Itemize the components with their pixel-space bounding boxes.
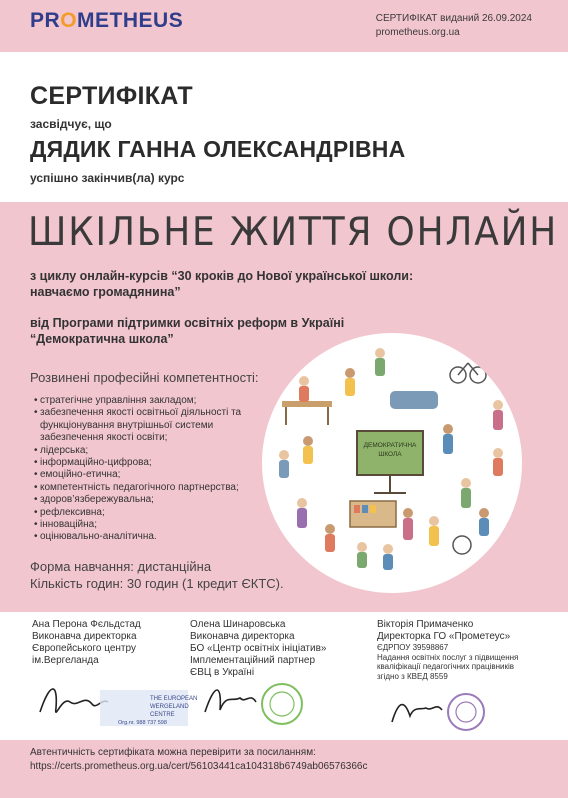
list-item: • здоров’язбережувальна; (34, 494, 244, 506)
completed-text: успішно закінчив(ла) курс (30, 171, 185, 185)
verify-text: Автентичність сертифіката можна перевірити за посиланням: (30, 747, 316, 758)
list-item: • забезпечення якості освітньої діяльності та функціонування внутрішньої системи забезпечення якості освіти; (34, 407, 244, 444)
site-url: prometheus.org.ua (375, 27, 460, 38)
issue-date: СЕРТИФІКАТ виданий 26.09.2024 (375, 13, 532, 24)
signature-3 (392, 705, 442, 722)
list-item: • лідерська; (34, 445, 244, 457)
course-cycle: з циклу онлайн-курсів “30 кроків до Нової української школи: навчаємо громадянина” (30, 269, 414, 299)
list-item: • інформаційно-цифрова; (34, 457, 244, 469)
issue-info (376, 12, 532, 40)
course-title: ШКІЛЬНЕ ЖИТТЯ ОНЛАЙН (28, 210, 559, 255)
signatures-stamps (0, 612, 568, 740)
program-name: від Програми підтримки освітніх реформ в Україні “Демократична школа” (30, 316, 345, 346)
prometheus-stamp (448, 694, 484, 730)
list-item: • емоційно-етична; (34, 469, 244, 481)
signatory-coi: Олена Шинаровська Виконавча директорка БО «Центр освітніх ініціатив» Імплементаційний партнер ЄВЦ в Україні (190, 619, 327, 678)
signature-2 (205, 690, 256, 712)
study-info (30, 558, 284, 592)
prometheus-logo: PROMETHEUS (30, 9, 184, 32)
signatory-wergeland: Ана Перона Фєльдстад Виконавча директорка Європейського центру ім.Вергеланда (32, 619, 141, 666)
coi-stamp (262, 684, 302, 724)
list-item: • оцінювально-аналітична. (34, 531, 244, 543)
verification (30, 746, 367, 774)
svg-text:Org.nr. 988 737 598: Org.nr. 988 737 598 (118, 720, 167, 726)
competences-title: Розвинені професійні компетентності: (30, 370, 259, 385)
bookshelf (350, 501, 396, 527)
study-hours: Кількість годин: 30 годин (1 кредит ЄКТС). (30, 576, 284, 591)
signature-1 (40, 689, 108, 712)
svg-text:CENTRE: CENTRE (150, 712, 175, 718)
header (0, 0, 568, 52)
verify-link[interactable]: https://certs.prometheus.org.ua/cert/56103441ca104318b6749ab06576366c (30, 761, 368, 772)
competences-list (34, 395, 244, 544)
illustration-svg (262, 333, 522, 593)
certifies-text: засвідчує, що (30, 117, 112, 131)
sofa (390, 391, 438, 409)
list-item: • рефлексивна; (34, 507, 244, 519)
school-illustration (262, 333, 522, 593)
wergeland-stamp (100, 690, 197, 726)
board-text-1: ДЕМОКРАТИЧНА (363, 442, 417, 449)
svg-text:WERGELAND: WERGELAND (150, 704, 189, 710)
list-item: • компетентність педагогічного партнерства; (34, 482, 244, 494)
svg-text:THE EUROPEAN: THE EUROPEAN (150, 696, 198, 702)
list-item: • стратегічне управління закладом; (34, 395, 244, 407)
board-text-2: ШКОЛА (378, 451, 402, 458)
recipient-name: ДЯДИК ГАННА ОЛЕКСАНДРІВНА (30, 136, 406, 162)
study-form: Форма навчання: дистанційна (30, 559, 212, 574)
signatory-prometheus: Вікторія Примаченко Директорка ГО «Прометеус» ЄДРПОУ 39598867 Надання освітніх послуг з підвищення кваліфікації педагогічних працівників згідно з КВЕД 8559 (377, 619, 519, 681)
certificate-title: СЕРТИФІКАТ (30, 82, 193, 110)
list-item: • інноваційна; (34, 519, 244, 531)
